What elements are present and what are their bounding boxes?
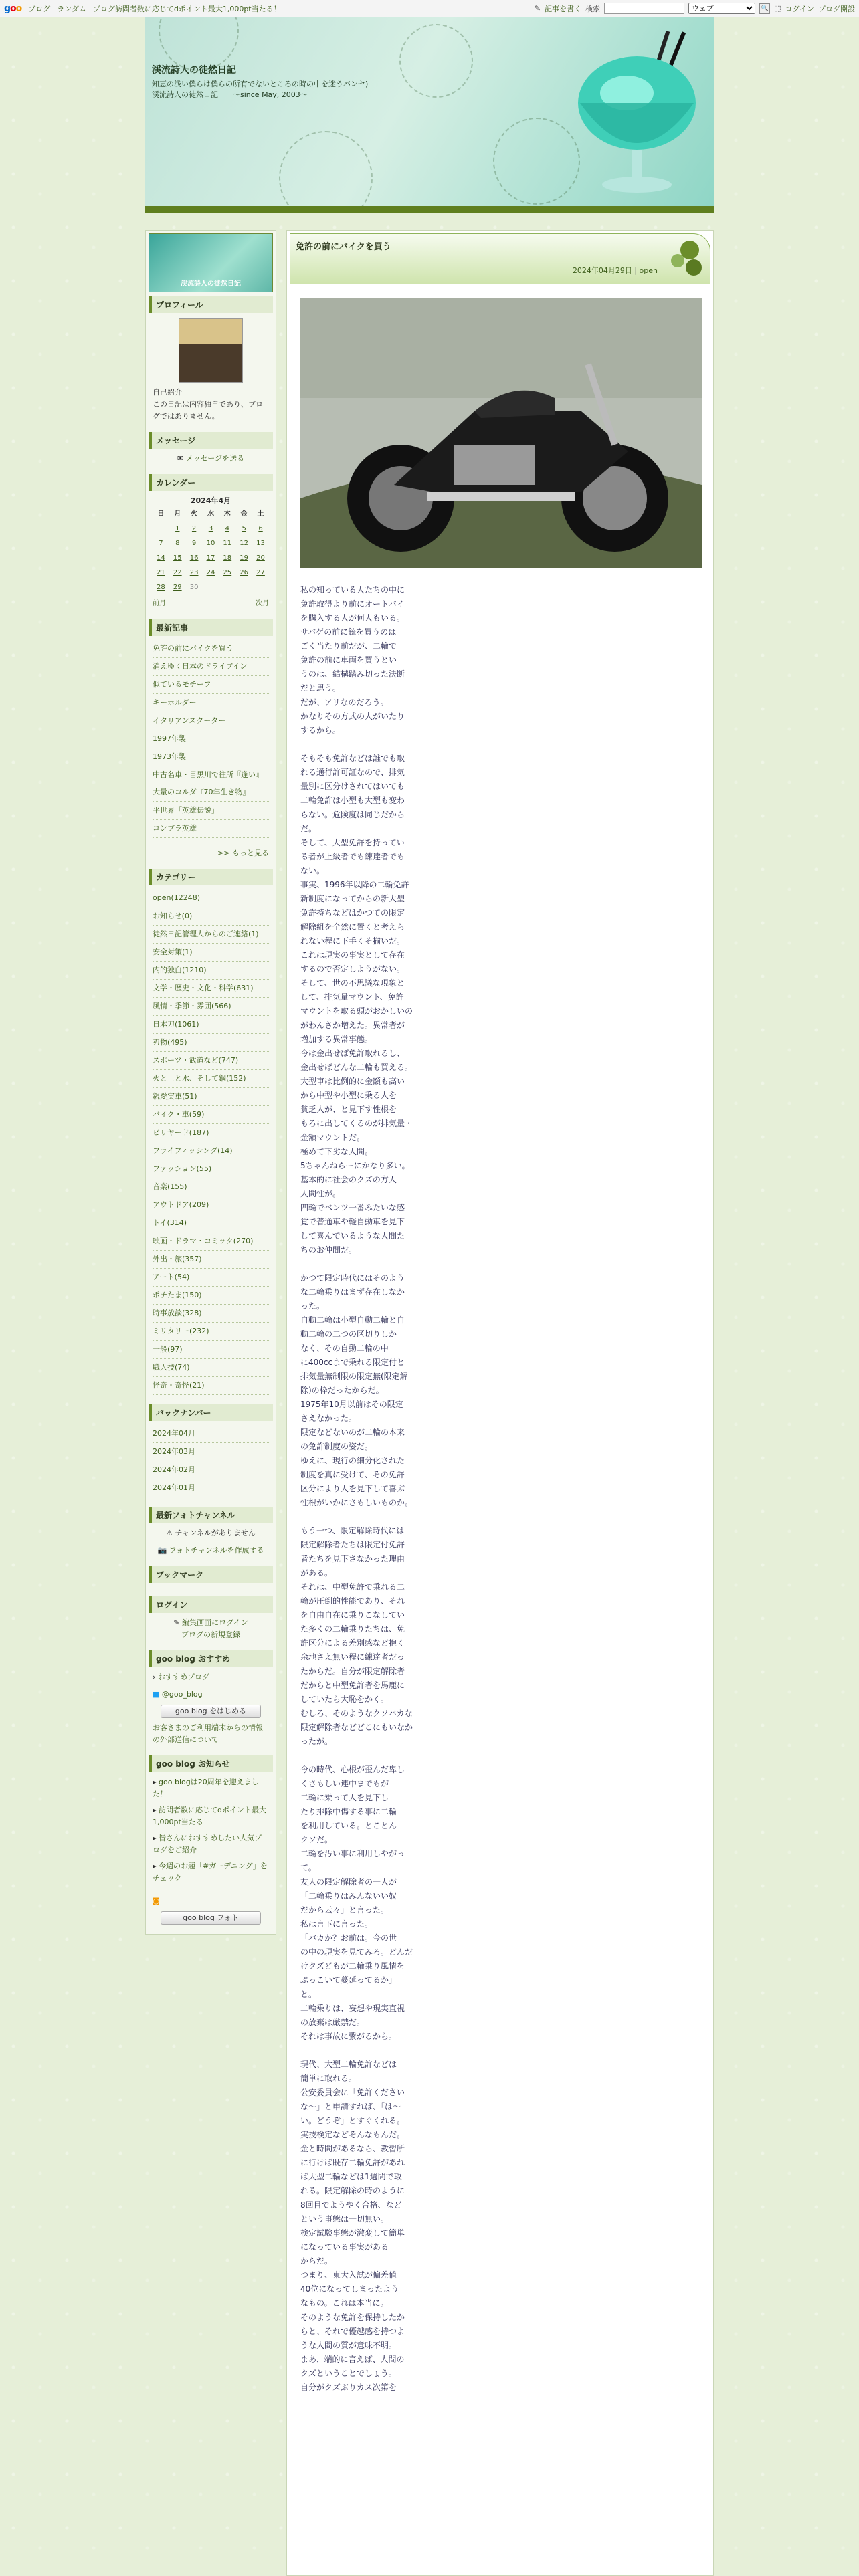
backnumber-link[interactable]: 2024年02月 — [153, 1461, 269, 1479]
recent-post-link[interactable]: 中古名車・目黒川で往所『逢い』 大量のコルダ『70年生き物』 — [153, 766, 269, 802]
lace-pattern — [493, 118, 580, 205]
goo-topbar — [0, 0, 859, 17]
news-item — [153, 1804, 269, 1828]
login-icon: ⬚ — [774, 4, 781, 13]
calendar-day[interactable]: 24 — [206, 569, 215, 576]
recent-post-link[interactable]: イタリアンスクーター — [153, 712, 269, 730]
news-bullet-icon: ▸ — [153, 1778, 159, 1786]
calendar-day[interactable]: 7 — [159, 540, 163, 547]
twitter-link[interactable]: @goo_blog — [161, 1690, 203, 1699]
calendar-day[interactable]: 22 — [173, 569, 182, 576]
recent-post-link[interactable]: 1973年製 — [153, 748, 269, 766]
news-link[interactable]: goo blogは20周年を迎えました！ — [153, 1778, 259, 1798]
calendar-day[interactable]: 11 — [223, 540, 232, 547]
photo-channel-heading: 最新フォトチャンネル — [149, 1507, 273, 1523]
recent-post-link[interactable]: 1997年製 — [153, 730, 269, 748]
category-link[interactable]: 親愛実車(51) — [153, 1088, 269, 1106]
topbar-open-blog-link[interactable]: ブログ開設 — [818, 4, 855, 13]
category-link[interactable]: 火と土と水、そして鋼(152) — [153, 1070, 269, 1088]
news-link[interactable]: 今週のお題「#ガーデニング」をチェック — [153, 1862, 268, 1883]
news-bullet-icon: ▸ — [153, 1806, 159, 1814]
message-heading: メッセージ — [149, 432, 273, 449]
calendar-month: 2024年4月 — [190, 496, 231, 505]
news-item — [153, 1832, 269, 1856]
calendar-day[interactable]: 3 — [208, 525, 213, 532]
search-label: 検索 — [585, 4, 601, 13]
pen-icon: ✎ — [173, 1618, 180, 1627]
create-photo-channel-link[interactable]: フォトチャンネルを作成する — [169, 1546, 264, 1555]
calendar-day[interactable]: 5 — [242, 525, 246, 532]
pencil-icon: ✎ — [534, 4, 541, 13]
calendar-day[interactable]: 15 — [173, 554, 182, 562]
backnumber-link[interactable]: 2024年03月 — [153, 1443, 269, 1461]
no-channel-text: チャンネルがありません — [175, 1529, 256, 1537]
more-posts-link[interactable]: >> もっと見る — [217, 849, 269, 857]
news-link[interactable]: 皆さんにおすすめしたい人気ブログをご紹介 — [153, 1834, 262, 1854]
category-link[interactable]: フライフィッシング(14) — [153, 1142, 269, 1160]
calendar-day[interactable]: 14 — [157, 554, 165, 562]
calendar-day[interactable]: 6 — [258, 525, 263, 532]
category-link[interactable]: 職人技(74) — [153, 1359, 269, 1377]
external-transmission-link[interactable]: お客さまのご利用端末からの情報の外部送信について — [153, 1723, 263, 1744]
calendar-weekday: 水 — [207, 510, 214, 518]
twitter-icon: ■ — [153, 1690, 160, 1699]
page-wrapper — [145, 17, 714, 2576]
goo-logo[interactable]: goo — [4, 3, 22, 14]
blog-header — [145, 17, 714, 213]
arrow-icon: › — [153, 1673, 156, 1681]
category-link[interactable]: 文学・歴史・文化・科学(631) — [153, 980, 269, 998]
category-link[interactable]: 内的独白(1210) — [153, 962, 269, 980]
warning-icon: ⚠ — [166, 1529, 173, 1537]
search-input[interactable] — [604, 3, 684, 14]
calendar-day[interactable]: 18 — [223, 554, 232, 562]
news-item — [153, 1860, 269, 1885]
backnumber-link[interactable]: 2024年04月 — [153, 1425, 269, 1443]
category-link[interactable]: お知らせ(0) — [153, 907, 269, 926]
calendar-day[interactable]: 25 — [223, 569, 232, 576]
calendar-weekday: 金 — [240, 510, 248, 518]
new-blog-link[interactable]: ブログの新規登録 — [181, 1630, 240, 1639]
calendar-day — [235, 580, 252, 595]
calendar-weekday: 木 — [223, 510, 231, 518]
calendar-day[interactable]: 12 — [240, 540, 248, 547]
recommend-blog-link[interactable]: おすすめブログ — [157, 1673, 210, 1681]
calendar-table — [153, 507, 269, 595]
calendar-day[interactable]: 16 — [189, 554, 199, 562]
calendar-day[interactable]: 8 — [175, 540, 180, 547]
calendar-weekday: 土 — [257, 510, 264, 518]
calendar-day[interactable]: 30 — [189, 584, 199, 591]
news-link[interactable]: 訪問者数に応じてdポイント最大1,000pt当たる！ — [153, 1806, 267, 1826]
calendar-weekday: 日 — [157, 510, 165, 518]
profile-heading: プロフィール — [149, 296, 273, 313]
topbar-campaign-link[interactable]: ブログ訪問者数に応じてdポイント最大1,000pt当たる！ — [92, 4, 281, 13]
category-link[interactable]: アウトドア(209) — [153, 1196, 269, 1214]
post-meta: 2024年04月29日 | open — [572, 266, 658, 275]
calendar-day — [153, 522, 169, 536]
recent-post-link[interactable]: 消えゆく日本のドライブイン — [153, 658, 269, 676]
backnumber-link[interactable]: 2024年01月 — [153, 1479, 269, 1497]
post-date-link[interactable]: 2024年04月29日 — [572, 266, 632, 275]
news-bullet-icon: ▸ — [153, 1862, 159, 1870]
start-goo-blog-button[interactable]: goo blog をはじめる — [161, 1705, 261, 1718]
calendar-day[interactable]: 21 — [157, 569, 165, 576]
leaf-ornament-icon — [663, 237, 706, 281]
lace-pattern — [279, 131, 373, 213]
category-link[interactable]: 日本刀(1061) — [153, 1016, 269, 1034]
recent-post-link[interactable]: 似ているモチーフ — [153, 676, 269, 694]
category-link[interactable]: スポーツ・武道など(747) — [153, 1052, 269, 1070]
calendar-day[interactable]: 27 — [256, 569, 265, 576]
recent-post-link[interactable]: キーホルダー — [153, 694, 269, 712]
calendar-day[interactable]: 9 — [191, 540, 197, 547]
topbar-random-link[interactable]: ランダム — [57, 4, 86, 13]
category-link[interactable]: バイク・車(59) — [153, 1106, 269, 1124]
calendar-day — [252, 580, 269, 595]
category-link[interactable]: open(12248) — [153, 889, 269, 907]
recent-post-link[interactable]: 平世界「英雄伝説」 — [153, 802, 269, 820]
blog-description: 知恵の浅い僕らは僕らの所有でないところの時の中を迷うバンセ) 渓流詩人の徒然日記 ～since May, 2003～ — [152, 80, 376, 99]
rss-icon[interactable]: ◙ — [153, 1897, 160, 1905]
calendar-day[interactable]: 17 — [206, 554, 215, 562]
category-link[interactable]: 外出・旅(357) — [153, 1251, 269, 1269]
mail-icon: ✉ — [177, 454, 184, 463]
avatar — [179, 318, 243, 383]
self-intro-text: この日記は内容独自であり、ブログではありません。 — [153, 400, 263, 421]
sidebar-banner[interactable]: 渓流詩人の徒然日記 — [149, 233, 273, 292]
category-link[interactable]: 安全対策(1) — [153, 944, 269, 962]
category-link[interactable]: 刃物(495) — [153, 1034, 269, 1052]
calendar-next-link[interactable]: 次月 — [256, 600, 269, 607]
category-link[interactable]: ビリヤード(187) — [153, 1124, 269, 1142]
calendar-day[interactable]: 19 — [240, 554, 248, 562]
post-category-link[interactable]: open — [639, 266, 658, 275]
category-link[interactable]: ファッション(55) — [153, 1160, 269, 1178]
category-link[interactable]: 時事放談(328) — [153, 1305, 269, 1323]
recent-posts-heading: 最新記事 — [149, 619, 273, 636]
news-item — [153, 1776, 269, 1800]
recent-post-link[interactable]: コンブラ英雄 — [153, 820, 269, 838]
calendar-day[interactable]: 28 — [157, 584, 165, 591]
shaved-ice-glass-image — [573, 29, 700, 197]
calendar-day[interactable]: 29 — [173, 584, 182, 591]
lace-pattern — [399, 24, 473, 98]
category-link[interactable]: アート(54) — [153, 1269, 269, 1287]
calendar-day[interactable]: 20 — [256, 554, 265, 562]
topbar-login-link[interactable]: ログイン — [785, 4, 814, 13]
write-post-link[interactable]: 記事を書く — [545, 4, 582, 13]
news-bullet-icon: ▸ — [153, 1834, 159, 1842]
self-intro-label: 自己紹介 — [153, 388, 182, 397]
calendar-day[interactable]: 2 — [191, 525, 197, 532]
calendar-day[interactable]: 4 — [225, 525, 229, 532]
category-link[interactable]: ミリタリー(232) — [153, 1323, 269, 1341]
calendar-day[interactable]: 13 — [256, 540, 265, 547]
send-message-link[interactable]: メッセージを送る — [185, 454, 245, 463]
calendar-day[interactable]: 23 — [189, 569, 199, 576]
category-heading: カテゴリー — [149, 869, 273, 885]
calendar-day[interactable]: 10 — [206, 540, 215, 547]
post-header — [290, 233, 710, 284]
main-content — [286, 230, 714, 2576]
login-heading: ログイン — [149, 1596, 273, 1613]
edit-login-link[interactable]: 編集画面にログイン — [182, 1618, 248, 1627]
calendar-weekday: 月 — [174, 510, 181, 518]
camera-icon: 📷 — [157, 1546, 167, 1555]
goo-blog-photo-button[interactable]: goo blog フォト — [161, 1911, 261, 1925]
category-link[interactable]: ポチたま(150) — [153, 1287, 269, 1305]
calendar-day — [203, 580, 219, 595]
motorcycle-photo — [300, 298, 702, 568]
category-link[interactable]: 音楽(155) — [153, 1178, 269, 1196]
calendar-day — [219, 580, 235, 595]
category-link[interactable]: 徒然日記管理人からのご連絡(1) — [153, 926, 269, 944]
backnumber-heading: バックナンバー — [149, 1404, 273, 1421]
calendar-day[interactable]: 26 — [240, 569, 248, 576]
category-link[interactable]: 一般(97) — [153, 1341, 269, 1359]
news-heading: goo blog お知らせ — [149, 1755, 273, 1772]
topbar-blog-link[interactable]: ブログ — [28, 4, 51, 13]
recommend-heading: goo blog おすすめ — [149, 1650, 273, 1667]
post-body: 私の知っている人たちの中に 免許取得より前にオートバイ を購入する人が何人もいる。 サバゲの前に銃を買うのは ごく当たり前だが、二輪で 免許の前に車両を買うとい うのは、結構踏み切った決断 だと思う。 だが、アリなのだろう。 かなりその方式の人がいたり するから。 そもそも免許などは誰でも取 れる通行許可証なので、排気 量別に区分けされてはいても 二輪免許は小型も大型も変わ らない。危険度は同じだから だ。 そして、大型免許を持ってい る者が上級者でも練達者でも ない。 事実、1996年以降の二輪免許 新制度になってからの新大型 免許持ちなどはかつての限定 解除組を全然に置くと考えら れない程に下手くそ揃いだ。 これは現実の事実として存在 するので否定しようがない。 そして、世の不思議な現象と して、排気量マウント、免許 マウントを取る頭がおかしいの がわんさか増えた。異常者が 増加する異常事態。 今は金出せば免許取れるし、 金出せばどんな二輪も買える。 大型車は比例的に金額も高い から中型や小型に乗る人を 貧乏人が、と見下す性根を もろに出してくるのが排気量・ 金額マウントだ。 極めて下劣な人間。 5ちゃんねらーにかなり多い。 基本的に社会のクズの方人 人間性が。 四輪でベンツ一番みたいな感 覚で普通車や軽自動車を見下 して喜んでいるような人間た ちのお仲間だ。 かつて限定時代にはそのよう な二輪乗りはまず存在しなか った。 自動二輪は小型自動二輪と自 動二輪の二つの区切りしか なく、その自動二輪の中 に400ccまで乗れる限定付と 排気量無制限の限定無(限定解 除)の枠だったからだ。 1975年10月以前はその限定 さえなかった。 限定などないのが二輪の本来 の免許制度の姿だ。 ゆえに、現行の細分化された 制度を真に受けて、その免許 区分により人を見下して喜ぶ 性根がいかにさもしいものか。 もう一つ、限定解除時代には 限定解除者たちは限定付免許 者たちを見下さなかった理由 がある。 それは、中型免許で乗れる二 輪が圧倒的性能であり、それ を自由自在に乗りこなしてい た多くの二輪乗りたちは、免 許区分による差別感など抱く 余地さえ無い程に練達者だっ たからだ。自分が限定解除者 だからと中型免許者を馬鹿に していたら大恥をかく。 むしろ、そのようなクソバカな 限定解除者などどこにもいなか ったが。 今の時代、心根が歪んだ卑し くさもしい連中までもが 二輪に乗って人を見下し たり排除中傷する事に二輪 を利用している。とことん クソだ。 二輪を汚い事に利用しやがっ て。 友人の限定解除者の一人が 「二輪乗りはみんないい奴 だから云々」と言った。 私は言下に言った。 「バカか？お前は。今の世 の中の現実を見てみろ。どんだ けクズどもが二輪乗り風情を ぶっこいて蔓延ってるか」 と。 二輪乗りは、妄想や現実直視 の放棄は厳禁だ。 それは事故に繋がるから。 現代、大型二輪免許などは 簡単に取れる。 公安委員会に「免許ください な～」と申請すれば、「は～ い。どうぞ」とすぐくれる。 実技検定などそんなもんだ。 金と時間があるなら、教習所 に行けば既存二輪免許があれ ば大型二輪などは1週間で取 れる。限定解除の時のように 8回目でようやく合格、など という事態は一切無い。 検定試験事態が激変して簡単 になっている事実がある からだ。 つまり、東大入試が偏差値 40位になってしまったよう なもの。これは本当に。 そのような免許を保持したか らと、それで優越感を持つよ うな人間の質が意味不明。 まあ、端的に言えば、人間の クズということでしょう。 自分がクズぶりカス次第を — [300, 585, 413, 2392]
post-title[interactable]: 免許の前にバイクを買う — [296, 242, 391, 252]
calendar-day[interactable]: 1 — [175, 525, 180, 532]
calendar-weekday: 火 — [191, 510, 198, 518]
search-scope-select[interactable] — [688, 3, 755, 14]
calendar-heading: カレンダー — [149, 474, 273, 491]
category-link[interactable]: 風情・季節・雰囲(566) — [153, 998, 269, 1016]
calendar-prev-link[interactable]: 前月 — [153, 600, 166, 607]
category-link[interactable]: 映画・ドラマ・コミック(270) — [153, 1232, 269, 1251]
category-link[interactable]: 怪奇・奇怪(21) — [153, 1377, 269, 1395]
search-icon[interactable]: 🔍 — [759, 3, 770, 14]
category-link[interactable]: トイ(314) — [153, 1214, 269, 1232]
left-sidebar — [145, 230, 276, 1935]
bookmark-heading: ブックマーク — [149, 1566, 273, 1583]
blog-title[interactable]: 渓流詩人の徒然日記 — [152, 65, 236, 76]
recent-post-link[interactable]: 免許の前にバイクを買う — [153, 640, 269, 658]
